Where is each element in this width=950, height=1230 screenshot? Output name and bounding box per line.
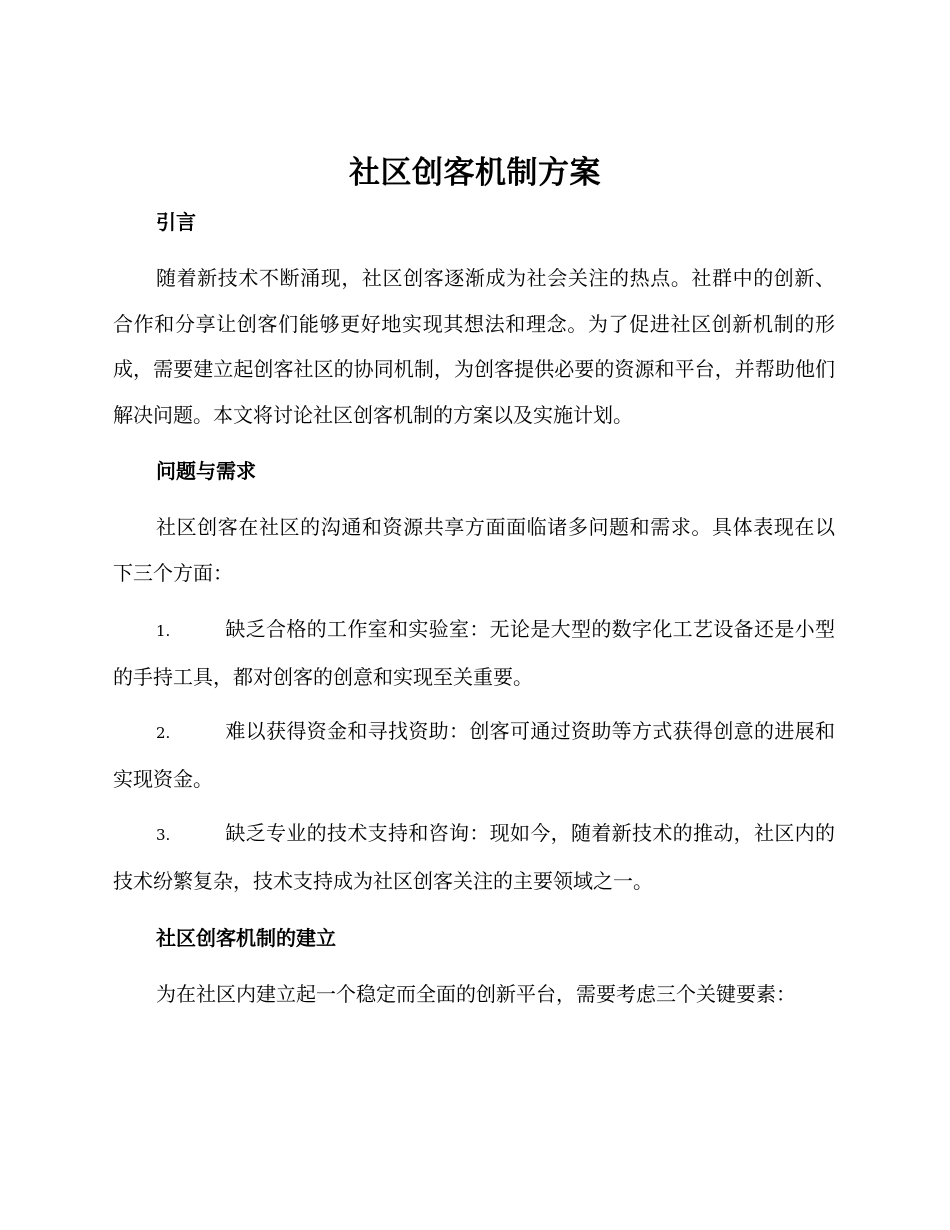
list-item-number: 1.	[156, 622, 171, 640]
section-heading-intro: 引言	[156, 210, 196, 234]
list-item-text: 难以获得资金和寻找资助：创客可通过资助等方式获得创意的进展和实现资金。	[113, 719, 835, 791]
list-item	[113, 811, 835, 904]
list-item-text: 缺乏合格的工作室和实验室：无论是大型的数字化工艺设备还是小型的手持工具，都对创客的创意和实现至关重要。	[113, 617, 835, 689]
list-item-number: 2.	[156, 724, 171, 742]
list-item-number: 3.	[156, 826, 171, 844]
problems-paragraph: 社区创客在社区的沟通和资源共享方面面临诸多问题和需求。具体表现在以下三个方面：	[113, 515, 835, 585]
intro-paragraph: 随着新技术不断涌现，社区创客逐渐成为社会关注的热点。社群中的创新、合作和分享让创客们能够更好地实现其想法和理念。为了促进社区创新机制的形成，需要建立起创客社区的协同机制，为创客提供必要的资源和平台，并帮助他们解决问题。本文将讨论社区创客机制的方案以及实施计划。	[113, 266, 835, 427]
list-item-text: 缺乏专业的技术支持和咨询：现如今，随着新技术的推动，社区内的技术纷繁复杂，技术支持成为社区创客关注的主要领域之一。	[113, 821, 835, 893]
list-item	[113, 709, 835, 802]
list-item	[113, 607, 835, 700]
mechanism-paragraph: 为在社区内建立起一个稳定而全面的创新平台，需要考虑三个关键要素：	[156, 982, 796, 1006]
section-heading-mechanism: 社区创客机制的建立	[156, 926, 336, 950]
section-heading-problems: 问题与需求	[156, 459, 256, 483]
document-title: 社区创客机制方案	[349, 155, 601, 191]
